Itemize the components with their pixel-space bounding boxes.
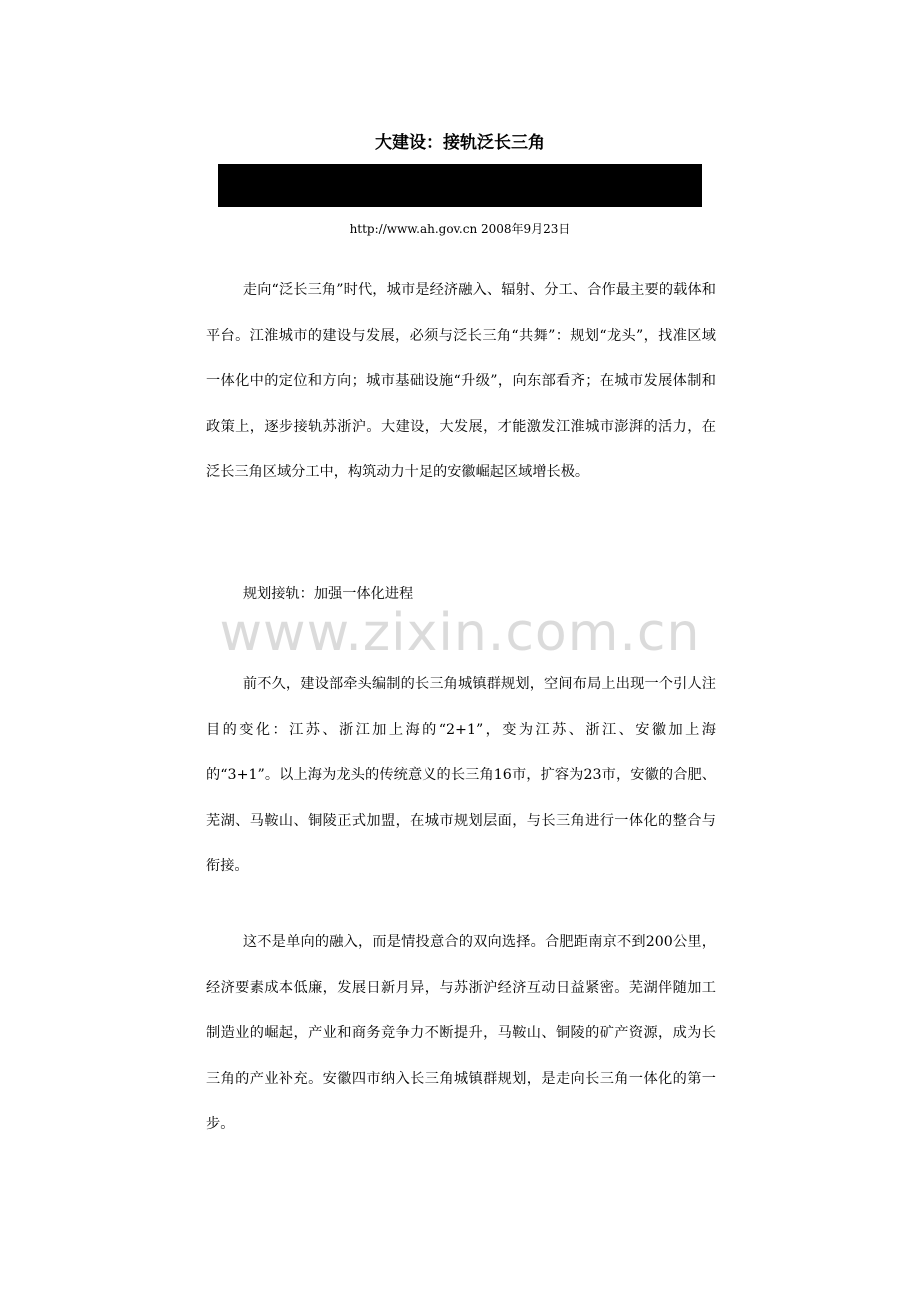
paragraph-2: 前不久，建设部牵头编制的长三角城镇群规划，空间布局上出现一个引人注目的变化：江苏、浙江加上海的“2+1”，变为江苏、浙江、安徽加上海的“3+1”。以上海为龙头的传统意义的长三角16市，扩容为23市，安徽的合肥、芜湖、马鞍山、铜陵正式加盟，在城市规划层面，与长三角进行一体化的整合与衔接。 (206, 676, 716, 874)
source-line: http://www.ah.gov.cn 2008年9月23日 (349, 222, 571, 236)
watermark: www.zixin.com.cn (219, 603, 701, 663)
paragraph-1: 走向“泛长三角”时代，城市是经济融入、辐射、分工、合作最主要的载体和平台。江淮城市的建设与发展，必须与泛长三角“共舞”：规划“龙头”，找准区域一体化中的定位和方向；城市基础设施“升级”，向东部看齐；在城市发展体制和政策上，逐步接轨苏浙沪。大建设，大发展，才能激发江淮城市澎湃的活力，在泛长三角区域分工中，构筑动力十足的安徽崛起区域增长极。 (206, 282, 716, 480)
redaction-bar (218, 164, 702, 207)
document-title: 大建设：接轨泛长三角 (375, 133, 545, 153)
paragraph-3: 这不是单向的融入，而是情投意合的双向选择。合肥距南京不到200公里，经济要素成本低廉，发展日新月异，与苏浙沪经济互动日益紧密。芜湖伴随加工制造业的崛起，产业和商务竞争力不断提升，马鞍山、铜陵的矿产资源，成为长三角的产业补充。安徽四市纳入长三角城镇群规划，是走向长三角一体化的第一步。 (206, 934, 716, 1132)
section-heading: 规划接轨：加强一体化进程 (242, 586, 414, 602)
